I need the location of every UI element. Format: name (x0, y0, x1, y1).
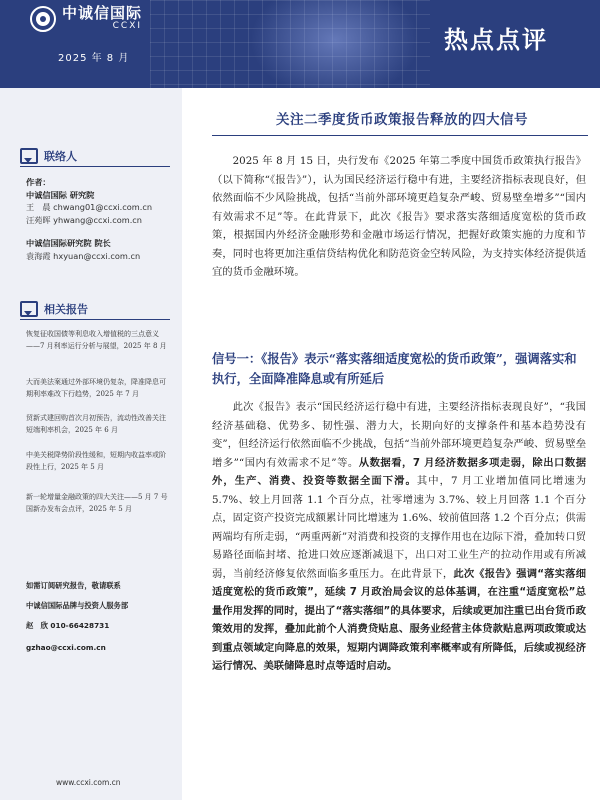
website-link[interactable]: www.ccxi.com.cn (56, 778, 121, 787)
contact-phone: 赵 欣 010-66428731 (26, 621, 110, 630)
section-title: 热点点评 (444, 26, 548, 54)
subscribe-block (26, 578, 176, 656)
signal-one-body (212, 398, 586, 676)
author-wang-yuanhui: 汪苑晖 yhwang@ccxi.com.cn (26, 214, 142, 225)
header-glow-decoration (250, 0, 420, 88)
contacts-heading: 联络人 (20, 148, 77, 164)
intro-paragraph: 2025 年 8 月 15 日，央行发布《2025 年第二季度中国货币政策执行报告》（以下简称“《报告》”），认为国民经济运行稳中有进，主要经济指标表现良好，但依然面临不少风险挑战，包括“当前外部环境更趋复杂严峻、贸易壁垒增多”“国内有效需求不足”等。在此背景下，此次《报告》要求落实落细适度宽松的货币政策，根据国内外经济金融形势和金融市场运行情况，把握好政策实施的力度和节奏，同时也将更加注重信贷结构优化和防范资金空转风险，为支持实体经济提供适宜的货币金融环境。 (212, 155, 586, 278)
ccxi-logo-icon (30, 6, 56, 32)
chat-bubble-icon (20, 148, 38, 164)
body-part-c: 其中，7 月工业增加值同比增速为 5.7%、较上月回落 1.1 个百分点，社零增速为 3.7%、较上月回落 1.1 个百分点，固定资产投资完成额累计同比增速为 1.6%、较前值回落 1.2 个百分点；供需两端均有所走弱，“两重两新”对消费和投资的支撑作用也在边际下滑，叠加转口贸易路径面临封堵、抢进口效应逐渐减退下，出口对工业生产的拉动作用或有所减弱，当前经济修复依然面临多重压力。在此背景下， (212, 475, 587, 580)
logo-en-text: CCXI (112, 21, 143, 32)
body-part-d: 此次《报告》强调“落实落细适度宽松的货币政策”，延续 7 月政治局会议的总体基调，在注重“适度宽松”总量作用发挥的同时，提出了“落实落细”的具体要求，后续或更加注重已出台货币政策效用的发挥，叠加此前个人消费贷贴息、服务业经营主体贷款贴息两项政策或达到重点领域定向降息的效果，短期内调降政策利率概率或有所降低，后续或视经济运行情况、美联储降息时点等适时启动。 (212, 567, 586, 672)
body-part-a: 此次《报告》表示“国民经济运行稳中有进，主要经济指标表现良好”，“我国经济基础稳、优势多、韧性强、潜力大，长期向好的支撑条件和基本趋势没有变”，但经济运行依然面临不少挑战，包括“当前外部环境更趋复杂严峻、贸易壁垒增多”“国内有效需求不足”等。 (212, 401, 586, 469)
dept-name: 中诚信国际品牌与投资人服务部 (26, 601, 129, 610)
authors-label: 作者： (26, 177, 51, 187)
contacts-divider (20, 166, 170, 167)
authors-block (26, 176, 176, 226)
logo-cn-text: 中诚信国际 (62, 4, 143, 23)
related-report-4[interactable]: 中美关税降势阶段性缓和，短期内收益率或阶段性上行，2025 年 5 月 (26, 451, 166, 471)
author-wang-chen: 王 晨 chwang01@ccxi.com.cn (26, 202, 153, 212)
related-divider (20, 319, 170, 320)
contact-email[interactable]: gzhao@ccxi.com.cn (26, 643, 106, 652)
director-title: 中诚信国际研究院 院长 (26, 238, 111, 248)
related-report-1[interactable]: 恢复征收国债等利息收入增值税的三点意义——7 月利率运行分析与展望，2025 年 8 月 (26, 330, 167, 350)
director-block (26, 237, 176, 262)
author-yuan-haixia: 袁海霞 hxyuan@ccxi.com.cn (26, 250, 141, 261)
subscribe-text: 如需订阅研究报告，敬请联系 (26, 581, 121, 590)
signal-one-heading: 信号一：《报告》表示“落实落细适度宽松的货币政策”，强调落实和执行，全面降准降息或有所延后 (212, 351, 577, 386)
header-banner (0, 0, 600, 88)
logo (30, 6, 142, 32)
related-report-2[interactable]: 大而美法案通过外部环境仍复杂，降准降息可期利率难改下行趋势，2025 年 7 月 (26, 378, 166, 398)
related-report-3[interactable]: 贸新式建回购首次月初预告，流动性改善关注短端利率机会，2025 年 6 月 (26, 414, 166, 434)
title-divider (212, 135, 588, 136)
institute-name: 中诚信国际 研究院 (26, 189, 95, 200)
report-date: 2025 年 8 月 (58, 53, 130, 64)
body-part-b: 从数据看，7 月经济数据多项走弱，除出口数据外，生产、消费、投资等数据全面下滑。 (212, 456, 586, 487)
article-title: 关注二季度货币政策报告释放的四大信号 (276, 112, 528, 128)
related-heading: 相关报告 (20, 301, 88, 317)
chat-bubble-icon (20, 301, 38, 317)
related-report-5[interactable]: 新一轮增量金融政策的四大关注——5 月 7 号国新办发布会点评，2025 年 5 月 (26, 493, 168, 513)
